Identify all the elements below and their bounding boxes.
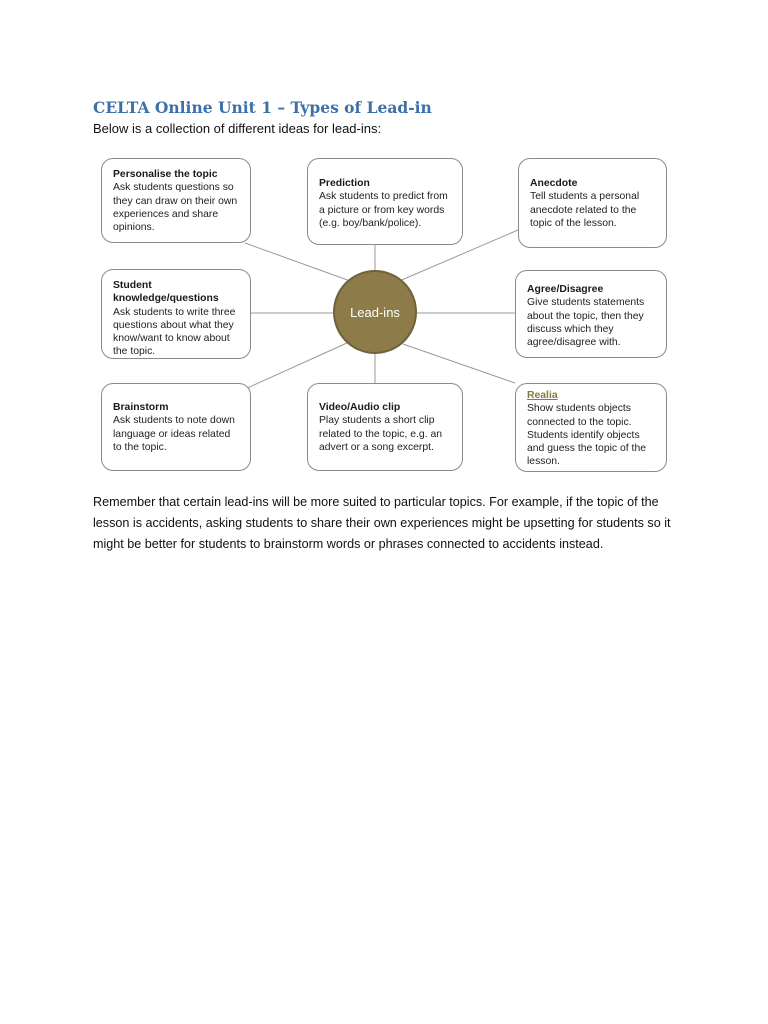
box-text: Ask students to note down language or ideas related to the topic. bbox=[113, 415, 235, 453]
connector-line bbox=[245, 243, 353, 282]
hub-label: Lead-ins bbox=[350, 304, 400, 320]
body-paragraph: Remember that certain lead-ins will be more suited to particular topics. For example, if the topic of the lesson is accidents, asking students to share their own experiences might be upsetting for students so it might be better for students to brainstorm words or phrases connected to accidents instead. bbox=[93, 495, 671, 551]
document-title: CELTA Online Unit 1 – Types of Lead-in bbox=[93, 98, 432, 117]
box-heading: Student knowledge/questions bbox=[113, 280, 219, 305]
lead-ins-hub bbox=[333, 270, 417, 354]
box-heading: Agree/Disagree bbox=[527, 284, 604, 295]
box-brainstorm bbox=[101, 383, 251, 471]
box-text: Play students a short clip related to the topic, e.g. an advert or a song excerpt. bbox=[319, 415, 443, 453]
box-text: Ask students to write three questions about what they know/want to know about the topic. bbox=[113, 306, 236, 358]
box-video-audio-clip bbox=[307, 383, 463, 471]
box-student-knowledge bbox=[101, 269, 251, 359]
intro-text: Below is a collection of different ideas for lead-ins: bbox=[93, 121, 382, 136]
box-text: Ask students questions so they can draw on their own experiences and share opinions. bbox=[113, 182, 238, 234]
box-agree-disagree bbox=[515, 270, 667, 358]
box-anecdote bbox=[518, 158, 667, 248]
box-text: Show students objects connected to the topic. Students identify objects and guess the topic of the lesson. bbox=[527, 403, 647, 468]
box-text: Ask students to predict from a picture or from key words (e.g. boy/bank/police). bbox=[319, 191, 448, 229]
box-heading: Prediction bbox=[319, 178, 370, 189]
box-heading: Brainstorm bbox=[113, 402, 169, 413]
box-prediction bbox=[307, 158, 463, 245]
box-personalise-topic bbox=[101, 158, 251, 243]
realia-link[interactable]: Realia bbox=[527, 390, 558, 401]
box-heading: Anecdote bbox=[530, 178, 578, 189]
box-heading: Personalise the topic bbox=[113, 169, 218, 180]
lead-ins-diagram bbox=[95, 155, 670, 475]
box-heading: Video/Audio clip bbox=[319, 402, 401, 413]
box-text: Tell students a personal anecdote related to the topic of the lesson. bbox=[530, 191, 640, 229]
connector-line bbox=[403, 344, 515, 383]
box-text: Give students statements about the topic, then they discuss which they agree/disagree with. bbox=[527, 297, 645, 349]
box-realia bbox=[515, 383, 667, 472]
